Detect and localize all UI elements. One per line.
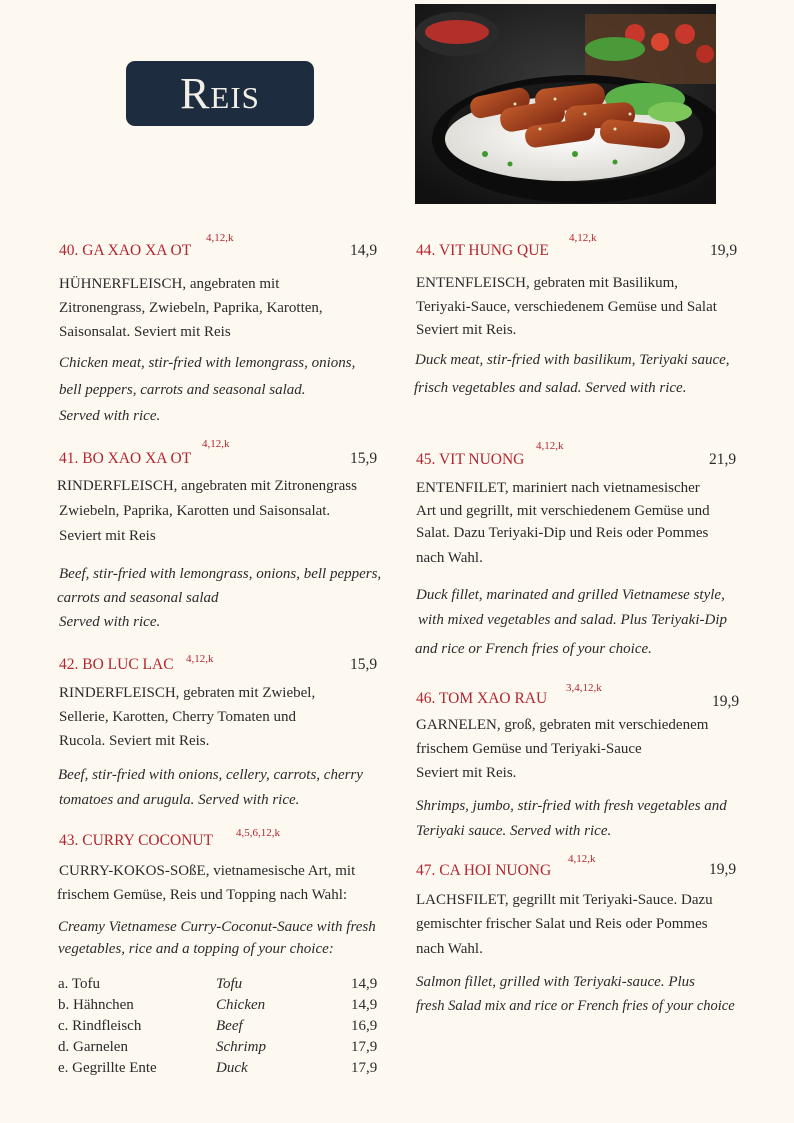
option-en: Tofu <box>216 976 243 992</box>
description-en: Beef, stir-fried with lemongrass, onions, bell peppers, <box>59 566 382 582</box>
dish-name: 40. GA XAO XA OT <box>59 242 192 259</box>
description-en: and rice or French fries of your choice. <box>415 641 652 657</box>
option-de: c. Rindfleisch <box>58 1018 142 1034</box>
allergen-code: 4,5,6,12,k <box>236 827 280 839</box>
dish-name: 41. BO XAO XA OT <box>59 450 192 467</box>
description-de: ENTENFILET, mariniert nach vietnamesischer <box>416 480 700 496</box>
option-price: 17,9 <box>351 1039 378 1055</box>
dish-44 <box>414 232 746 408</box>
topping-option <box>59 976 389 996</box>
dish-price: 14,9 <box>350 242 378 259</box>
dish-46 <box>416 682 746 847</box>
option-de: b. Hähnchen <box>58 997 134 1013</box>
description-en: Duck fillet, marinated and grilled Vietnamese style, <box>416 587 725 603</box>
dish-name: 44. VIT HUNG QUE <box>416 242 549 259</box>
description-de: RINDERFLEISCH, gebraten mit Zwiebel, <box>59 685 316 701</box>
option-price: 16,9 <box>351 1018 378 1034</box>
description-de: GARNELEN, groß, gebraten mit verschiedenem <box>416 717 709 733</box>
description-en: tomatoes and arugula. Served with rice. <box>59 792 300 808</box>
description-en: Shrimps, jumbo, stir-fried with fresh vegetables and <box>416 798 727 814</box>
option-price: 17,9 <box>351 1060 378 1076</box>
dish-price: 19,9 <box>710 242 738 259</box>
dish-price: 15,9 <box>350 656 378 673</box>
description-de: Sellerie, Karotten, Cherry Tomaten und <box>59 709 296 725</box>
dish-name: 43. CURRY COCONUT <box>59 832 214 849</box>
allergen-code: 4,12,k <box>569 232 597 244</box>
description-de: Seviert mit Reis <box>59 528 156 544</box>
allergen-code: 4,12,k <box>568 853 596 865</box>
dish-price: 19,9 <box>712 693 740 710</box>
description-en: frisch vegetables and salad. Served with rice. <box>414 380 687 396</box>
allergen-code: 4,12,k <box>186 653 214 665</box>
description-en: with mixed vegetables and salad. Plus Teriyaki-Dip <box>418 612 727 628</box>
description-en: Served with rice. <box>59 614 161 630</box>
description-de: Seviert mit Reis. <box>416 765 517 781</box>
section-title-box <box>126 61 314 126</box>
description-de: nach Wahl. <box>416 550 483 566</box>
dish-45 <box>416 440 746 665</box>
description-en: Chicken meat, stir-fried with lemongrass, onions, <box>59 355 356 371</box>
description-en: Duck meat, stir-fried with basilikum, Teriyaki sauce, <box>415 352 730 368</box>
description-de: Zitronengrass, Zwiebeln, Paprika, Karotten, <box>59 300 323 316</box>
description-en: carrots and seasonal salad <box>57 590 219 606</box>
dish-price: 19,9 <box>709 861 737 878</box>
dish-41 <box>57 438 389 636</box>
description-de: HÜHNERFLEISCH, angebraten mit <box>59 276 280 292</box>
description-de: Rucola. Seviert mit Reis. <box>59 733 210 749</box>
description-de: ENTENFLEISCH, gebraten mit Basilikum, <box>416 275 679 291</box>
description-en: Beef, stir-fried with onions, cellery, carrots, cherry <box>58 767 363 783</box>
description-en: bell peppers, carrots and seasonal salad. <box>59 382 306 398</box>
description-de: frischem Gemüse, Reis und Topping nach Wahl: <box>57 887 348 903</box>
dish-name: 45. VIT NUONG <box>416 451 525 468</box>
food-photo <box>415 4 716 204</box>
description-en: Teriyaki sauce. Served with rice. <box>416 823 612 839</box>
dish-42 <box>59 653 381 813</box>
description-de: Teriyaki-Sauce, verschiedenem Gemüse und Salat <box>416 299 717 315</box>
dish-price: 21,9 <box>709 451 737 468</box>
dish-price: 15,9 <box>350 450 378 467</box>
option-de: a. Tofu <box>58 976 100 992</box>
rice-duck-plate-image <box>415 4 716 204</box>
description-de: LACHSFILET, gegrillt mit Teriyaki-Sauce. Dazu <box>416 892 713 908</box>
topping-option <box>59 1039 389 1059</box>
description-de: frischem Gemüse und Teriyaki-Sauce <box>416 741 642 757</box>
allergen-code: 3,4,12,k <box>566 682 602 694</box>
option-en: Schrimp <box>216 1039 266 1055</box>
option-en: Duck <box>216 1060 248 1076</box>
description-en: fresh Salad mix and rice or French fries of your choice <box>416 998 735 1014</box>
description-de: Art und gegrillt, mit verschiedenem Gemüse und <box>416 503 710 519</box>
description-de: RINDERFLEISCH, angebraten mit Zitronengrass <box>57 478 357 494</box>
topping-option <box>59 1060 389 1080</box>
allergen-code: 4,12,k <box>206 232 234 244</box>
description-de: gemischter frischer Salat und Reis oder Pommes <box>416 916 708 932</box>
description-de: Salat. Dazu Teriyaki-Dip und Reis oder Pommes <box>416 525 709 541</box>
topping-option <box>59 1018 389 1038</box>
section-title: Reis <box>180 69 260 118</box>
option-de: e. Gegrillte Ente <box>58 1060 157 1076</box>
description-en: Salmon fillet, grilled with Teriyaki-sauce. Plus <box>416 974 696 990</box>
topping-option <box>59 997 389 1017</box>
option-price: 14,9 <box>351 997 378 1013</box>
description-de: nach Wahl. <box>416 941 483 957</box>
allergen-code: 4,12,k <box>536 440 564 452</box>
dish-name: 42. BO LUC LAC <box>59 656 174 673</box>
dish-40 <box>59 232 381 428</box>
dish-name: 47. CA HOI NUONG <box>416 862 552 879</box>
description-en: Served with rice. <box>59 408 161 424</box>
dish-name: 46. TOM XAO RAU <box>416 690 548 707</box>
description-en: vegetables, rice and a topping of your choice: <box>58 941 334 957</box>
dish-47 <box>416 853 751 1023</box>
description-de: CURRY-KOKOS-SOßE, vietnamesische Art, mit <box>59 863 356 879</box>
option-de: d. Garnelen <box>58 1039 128 1055</box>
description-de: Saisonsalat. Seviert mit Reis <box>59 324 231 340</box>
description-en: Creamy Vietnamese Curry-Coconut-Sauce with fresh <box>58 919 376 935</box>
allergen-code: 4,12,k <box>202 438 230 450</box>
description-de: Seviert mit Reis. <box>416 322 517 338</box>
description-de: Zwiebeln, Paprika, Karotten und Saisonsalat. <box>59 503 331 519</box>
option-en: Chicken <box>216 997 266 1013</box>
option-price: 14,9 <box>351 976 378 992</box>
option-en: Beef <box>216 1018 243 1034</box>
dish-43 <box>59 826 389 1086</box>
